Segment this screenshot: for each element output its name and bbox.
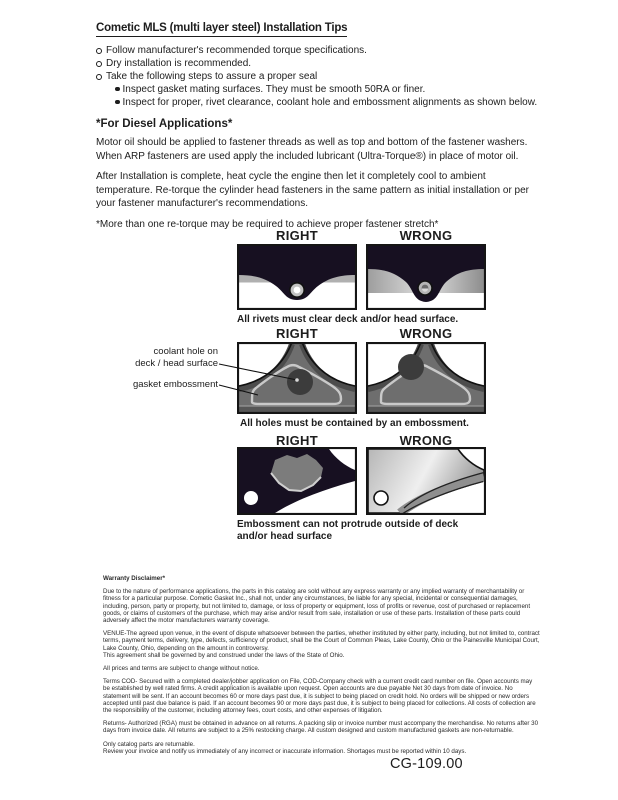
- coolant-hole-right-diagram: [237, 342, 357, 414]
- tip-item: [96, 70, 538, 83]
- row1-wrong-label: WRONG: [399, 228, 453, 243]
- prices-line: All prices and terms are subject to change without notice.: [103, 665, 260, 673]
- row3-right-label: RIGHT: [276, 433, 318, 448]
- retorque-note: *More than one re-torque may be required to achieve proper fastener stretch*: [96, 218, 439, 230]
- diagrams-section: [96, 228, 516, 563]
- rivet-right-diagram: [237, 244, 357, 310]
- venue-paragraph: VENUE-The agreed upon venue, in the event of dispute whatsoever between the parties, whether instituted by either party, including, but not limited to, contract terms, payment terms, delivery, type, defects, sufficiency of product, shall be the Court of Common Pleas, Lake County, Ohio or the Painesville Municipal Court, Lake County, Ohio, depending on the amount in controversy.: [103, 630, 540, 652]
- row2-right-label: RIGHT: [276, 326, 318, 341]
- row1-right-label: RIGHT: [276, 228, 318, 243]
- row3-caption: Embossment can not protrude outside of deck and/or head surface: [237, 519, 459, 542]
- page-title: Cometic MLS (multi layer steel) Installation Tips: [96, 22, 347, 37]
- tip-item: [96, 57, 538, 70]
- sub-tip-item: [115, 83, 538, 96]
- terms-paragraph: Terms COD- Secured with a completed dealer/jobber application on File, COD-Company check with a current credit card number on file. Open accounts may be established by well rated firms. A credit application is available upon request. Open accounts are due payable Net 30 days from date of invoice. No statement will be sent. If an account becomes 60 or more days past due, it is subject to being placed on credit hold. No orders will be shipped or new orders accepted until past due balance is paid. If an account becomes 90 or more days past due, it is subject to being placed for collections. All costs of collection are the responsibility of the customer, including attorney fees, court costs, and other expenses of litigation.: [103, 678, 536, 715]
- diesel-paragraph-1: Motor oil should be applied to fastener threads as well as top and bottom of the fastener washers. When ARP fasteners are used apply the included lubricant (Ultra-Torque®) in place of motor oil.: [96, 137, 528, 162]
- warranty-paragraph: Due to the nature of performance applications, the parts in this catalog are sold without any express warranty or any implied warranty of merchantability or fitness for a particular purpose. Cometic Gasket Inc., shall not, under any circumstances, be liable for any special, incidental or consequential damages, including, person, party or property, but not limited to, damage, or loss of property or equipment, loss of profits or revenue, cost of purchased or replacement goods, or claims of customers of the purchase, which may arise and/or result from sale, installation or use of these parts. Installation of these parts could adversely affect the motor manufacturers warranty coverage.: [103, 588, 531, 625]
- governing-law-line: This agreement shall be governed by and construed under the laws of the State of Ohio.: [103, 651, 345, 659]
- row2-caption: All holes must be contained by an embossment.: [240, 418, 469, 429]
- sub-tip-item: [115, 96, 538, 109]
- tip-text: Dry installation is recommended.: [106, 58, 252, 69]
- open-bullet-icon: [96, 74, 102, 80]
- tips-list: [96, 44, 538, 109]
- annotation-embossment-label: gasket embossment: [132, 379, 218, 390]
- tip-text: Inspect for proper, rivet clearance, coolant hole and embossment alignments as shown below.: [122, 97, 538, 108]
- returnable-line: Only catalog parts are returnable.: [103, 740, 195, 748]
- warranty-disclaimer-section: [103, 575, 540, 755]
- embossment-right-diagram: [237, 447, 357, 515]
- row3-wrong-label: WRONG: [399, 433, 453, 448]
- filled-bullet-icon: [115, 100, 120, 105]
- tip-text: Inspect gasket mating surfaces. They must be smooth 50RA or finer.: [122, 84, 426, 95]
- open-bullet-icon: [96, 48, 102, 54]
- installation-tips-section: [96, 18, 538, 238]
- diesel-applications-heading: *For Diesel Applications*: [96, 118, 233, 130]
- warranty-heading: Warranty Disclaimer*: [103, 575, 166, 582]
- row1-caption: All rivets must clear deck and/or head surface.: [237, 314, 459, 325]
- catalog-number: CG-109.00: [390, 756, 463, 772]
- tip-text: Follow manufacturer's recommended torque specifications.: [106, 45, 367, 56]
- coolant-hole-wrong-diagram: [366, 342, 486, 414]
- open-bullet-icon: [96, 61, 102, 67]
- diesel-paragraph-2: After Installation is complete, heat cycle the engine then let it completely cool to ambient temperature. Re-torque the cylinder head fasteners in the same pattern as initial installation or per your fastener manufacturer's recommendations.: [96, 171, 530, 209]
- tip-item: [96, 44, 538, 57]
- filled-bullet-icon: [115, 87, 120, 92]
- rivet-wrong-diagram: [366, 244, 486, 310]
- returns-paragraph: Returns- Authorized (RGA) must be obtained in advance on all returns. A packing slip or invoice number must accompany the merchandise. No returns after 30 days from invoice date. All returns are subject to a 25% restocking charge. All custom designed and custom manufactured gaskets are non-returnable.: [103, 720, 539, 735]
- embossment-wrong-diagram: [366, 447, 486, 515]
- review-invoice-line: Review your invoice and notify us immediately of any incorrect or inaccurate information. Shortages must be reported within 10 days.: [103, 747, 467, 755]
- row2-wrong-label: WRONG: [399, 326, 453, 341]
- tip-text: Take the following steps to assure a proper seal: [106, 71, 318, 82]
- annotation-coolant-label: coolant hole on deck / head surface: [135, 346, 218, 369]
